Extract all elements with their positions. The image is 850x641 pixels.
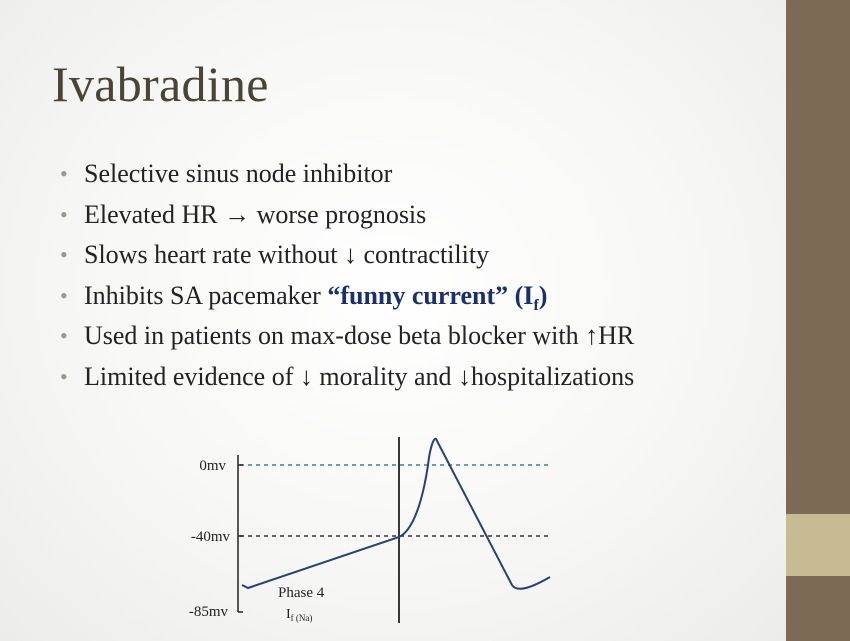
bullet-dot-icon: •	[60, 282, 68, 308]
bullet-item	[60, 316, 634, 357]
bullet-item	[60, 235, 634, 276]
bullet-item	[60, 357, 634, 398]
bullet-dot-icon: •	[60, 242, 68, 267]
bullet-item	[60, 154, 634, 195]
bullet-list	[60, 154, 634, 397]
bullet-dot-icon: •	[60, 201, 68, 227]
y-label-0mv: 0mv	[199, 458, 226, 474]
bullet-text: Elevated HR → worse prognosis	[84, 199, 427, 229]
highlight-text: “funny current” (I	[327, 280, 534, 310]
bullet-item	[60, 276, 634, 317]
decorative-sidebar-accent	[786, 514, 850, 576]
bullet-text: Used in patients on max-dose beta blocker with ↑HR	[84, 321, 635, 350]
current-symbol: I	[286, 607, 291, 622]
funny-current-label	[286, 607, 312, 623]
action-potential-diagram	[160, 425, 560, 625]
action-potential-curve	[242, 439, 550, 589]
highlight-subscript: f	[533, 296, 539, 314]
bullet-dot-icon: •	[60, 161, 68, 186]
funny-current-highlight	[327, 280, 548, 314]
highlight-end: )	[538, 280, 548, 310]
slide-title: Ivabradine	[52, 56, 269, 112]
current-subscript: f (Na)	[290, 613, 313, 623]
y-label-minus-40mv: -40mv	[190, 529, 230, 545]
bullet-text: Selective sinus node inhibitor	[84, 159, 393, 188]
bullet-text: Inhibits SA pacemaker	[84, 280, 328, 310]
phase-4-label: Phase 4	[278, 585, 325, 601]
bullet-text: Limited evidence of ↓ morality and ↓hospitalizations	[84, 361, 635, 391]
bullet-item	[60, 195, 634, 236]
y-label-minus-85mv: -85mv	[188, 604, 228, 620]
bullet-dot-icon: •	[60, 323, 68, 348]
bullet-dot-icon: •	[60, 363, 68, 389]
bullet-text: Slows heart rate without ↓ contractility	[84, 240, 490, 269]
